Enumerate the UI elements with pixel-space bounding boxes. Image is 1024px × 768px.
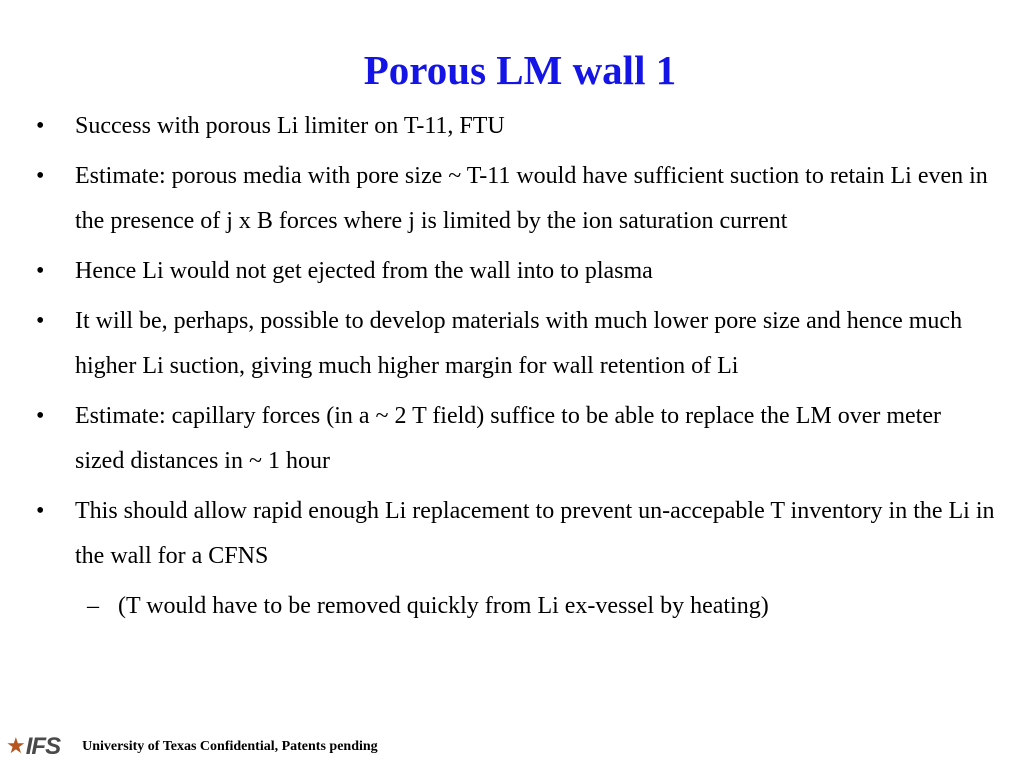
bullet-item <box>36 299 996 389</box>
sub-bullet-item <box>36 584 996 629</box>
bullet-item <box>36 249 996 294</box>
bullet-text: Estimate: capillary forces (in a ~ 2 T field) suffice to be able to replace the LM over meter sized distances in ~ 1 hour <box>75 403 941 474</box>
bullet-marker: • <box>36 403 45 429</box>
bullet-text: Hence Li would not get ejected from the wall into to plasma <box>75 258 653 284</box>
sub-bullet-marker: – <box>87 593 99 619</box>
logo-text: IFS <box>25 733 61 760</box>
bullet-text: Success with porous Li limiter on T-11, FTU <box>75 113 505 139</box>
bullet-marker: • <box>36 258 45 284</box>
bullet-text: This should allow rapid enough Li replacement to prevent un-accepable T inventory in the Li in the wall for a CFNS <box>75 498 995 569</box>
footer-text: University of Texas Confidential, Patents pending <box>82 739 378 754</box>
bullet-item <box>36 394 996 484</box>
bullet-marker: • <box>36 163 45 189</box>
bullet-item <box>36 154 996 244</box>
bullet-item <box>36 104 996 149</box>
footer <box>6 731 378 763</box>
star-icon: ★ <box>6 734 26 759</box>
ifs-logo <box>6 733 60 761</box>
slide-title: Porous LM wall 1 <box>363 47 677 93</box>
bullet-marker: • <box>36 498 45 524</box>
sub-bullet-text: (T would have to be removed quickly from Li ex-vessel by heating) <box>118 593 769 619</box>
bullet-item <box>36 489 996 579</box>
bullet-text: Estimate: porous media with pore size ~ T-11 would have sufficient suction to retain Li even in the presence of j x B forces where j is limited by the ion saturation current <box>75 163 988 234</box>
bullet-list <box>36 104 996 629</box>
bullet-text: It will be, perhaps, possible to develop materials with much lower pore size and hence much higher Li suction, giving much higher margin for wall retention of Li <box>75 308 963 379</box>
bullet-marker: • <box>36 308 45 334</box>
bullet-marker: • <box>36 113 45 139</box>
